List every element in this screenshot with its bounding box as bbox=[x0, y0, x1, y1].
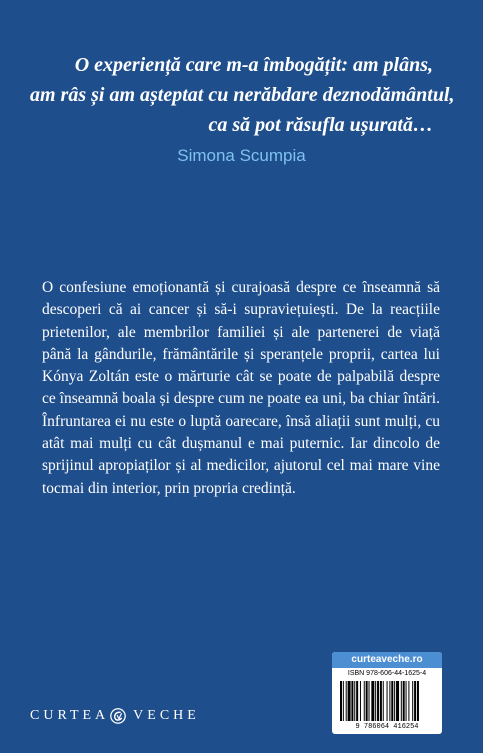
publisher-name-left: CURTEA bbox=[30, 708, 110, 723]
quote-line: ca să pot răsufla ușurată… bbox=[208, 114, 433, 136]
publisher-logo bbox=[30, 704, 200, 728]
barcode-digits: 9 786064 416254 bbox=[355, 723, 419, 731]
barcode-bars bbox=[340, 681, 436, 721]
curtea-veche-logo-icon bbox=[109, 707, 127, 725]
quote-author: Simona Scumpia bbox=[177, 146, 306, 165]
book-blurb: O confesiune emoționantă și curajoasă despre ce înseamnă să descoperi că ai cancer și să-i supraviețuiești. De la reacțiile prietenilor, ale membrilor familiei și ale partenerei de viață până la gândurile, frământările și speranțele proprii, cartea lui Kónya Zoltán este o mărturie cât se poate de palpabilă despre ce înseamnă boala și despre cum ne poate ea uni, ba chiar întări. Înfruntarea ei nu este o luptă oarecare, însă aliații sunt mulți, cu atât mai mulți cu cât dușmanul e mai puternic. Iar dincolo de sprijinul apropiaților și al medicilor, ajutorul cel mai mare vine tocmai din interior, prin propria credință. bbox=[42, 279, 440, 497]
barcode-panel bbox=[332, 652, 442, 734]
quote-line: O experiență care m-a îmbogățit: am plâns, bbox=[74, 54, 433, 76]
back-cover-quote bbox=[30, 50, 455, 140]
website-label: curteaveche.ro bbox=[332, 652, 442, 668]
quote-line: am râs și am așteptat cu nerăbdare deznodământul, bbox=[30, 84, 455, 106]
publisher-name-right: VECHE bbox=[133, 708, 200, 723]
isbn-text: ISBN 978-606-44-1625-4 bbox=[347, 670, 427, 677]
